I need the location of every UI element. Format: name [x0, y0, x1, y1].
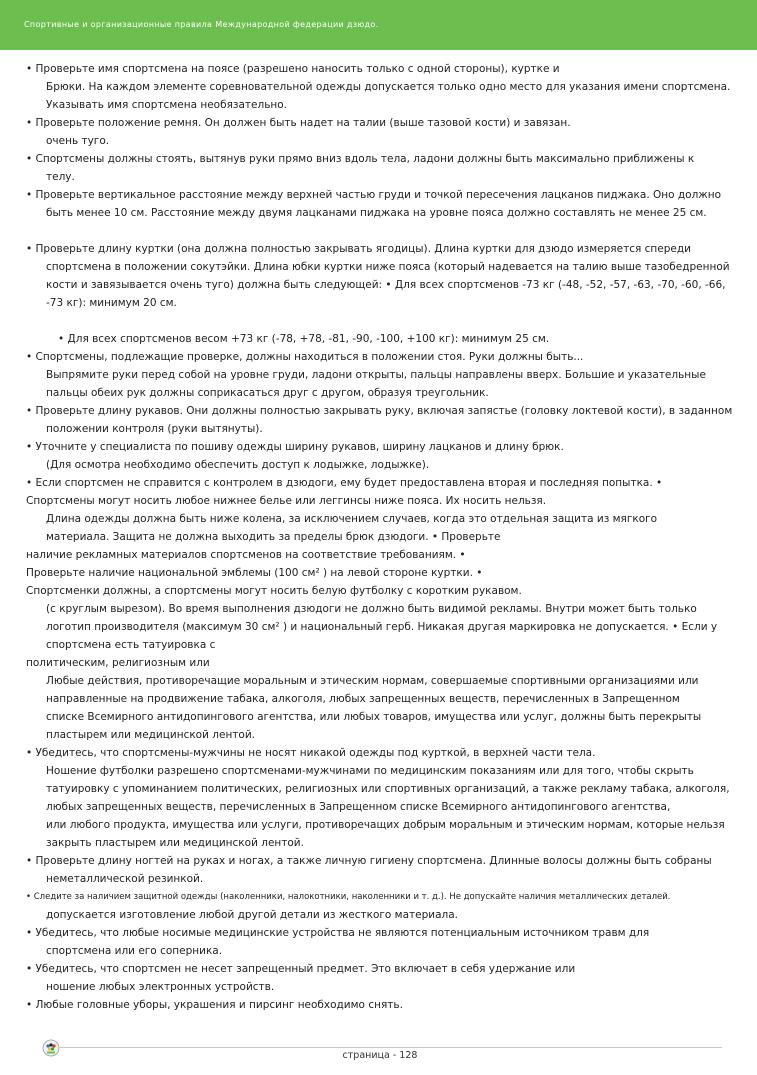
text-line: • Если спортсмен не справится с контролем в дзюдоги, ему будет предоставлена вторая и последняя попытка. •	[26, 477, 663, 489]
text-line: татуировку с упоминанием политических, религиозных или спортивных организаций, а также рекламу табака, алкоголя,	[46, 783, 730, 795]
document-body	[26, 60, 732, 1014]
text-line: Ношение футболки разрешено спортсменами-мужчинами по медицинским показаниям или для того, чтобы скрыть	[46, 765, 694, 777]
text-line: направленные на продвижение табака, алкоголя, любых запрещенных веществ, перечисленных в Запрещенном	[46, 693, 680, 705]
text-line: • Убедитесь, что любые носимые медицинские устройства не являются потенциальным источником травм для	[26, 927, 650, 939]
blank-line	[26, 312, 732, 330]
text-line: положении контроля (руки вытянуты).	[46, 423, 263, 435]
text-line: • Уточните у специалиста по пошиву одежды ширину рукавов, ширину лацканов и длину брюк.	[26, 441, 564, 453]
text-line: • Проверьте длину куртки (она должна полностью закрывать ягодицы). Длина куртки для дзюдо измеряется спереди	[26, 243, 691, 255]
text-line: Выпрямите руки перед собой на уровне груди, ладони открыты, пальцы направлены вверх. Большие и указательные	[46, 369, 706, 381]
text-line: любых запрещенных веществ, перечисленных в Запрещенном списке Всемирного антидопингового агентства,	[46, 801, 671, 813]
text-line: очень туго.	[46, 135, 110, 147]
text-line: спортсмена или его соперника.	[46, 945, 223, 957]
page-header-band	[0, 0, 757, 50]
text-line: неметаллической резинкой.	[46, 873, 204, 885]
page-number: страница - 128	[342, 1050, 418, 1061]
text-line: материала. Защита не должна выходить за пределы брюк дзюдоги. • Проверьте	[46, 531, 501, 543]
text-line: Указывать имя спортсмена необязательно.	[46, 99, 288, 111]
text-line: • Любые головные уборы, украшения и пирсинг необходимо снять.	[26, 999, 403, 1011]
blank-line	[26, 222, 732, 240]
text-line: допускается изготовление любой другой детали из жесткого материала.	[46, 909, 458, 921]
text-line: спортсмена в положении сокутэйки. Длина юбки куртки ниже пояса (который надевается на талию выше тазобедренной	[46, 261, 730, 273]
text-line: • Спортсмены, подлежащие проверке, должны находиться в положении стоя. Руки должны быть...	[26, 351, 584, 363]
text-line: • Убедитесь, что спортсмен не несет запрещенный предмет. Это включает в себя удержание или	[26, 963, 576, 975]
text-line: • Для всех спортсменов весом +73 кг (-78, +78, -81, -90, -100, +100 кг): минимум 25 см.	[58, 333, 550, 345]
header-title: Спортивные и организационные правила Международной федерации дзюдо.	[24, 20, 379, 29]
text-line: • Проверьте положение ремня. Он должен быть надет на талии (выше тазовой кости) и завязан.	[26, 117, 571, 129]
text-line: Проверьте наличие национальной эмблемы (100 см² ) на левой стороне куртки. •	[26, 567, 483, 579]
text-line: Длина одежды должна быть ниже колена, за исключением случаев, когда это отдельная защита из мягкого	[46, 513, 658, 525]
text-line: • Убедитесь, что спортсмены-мужчины не носят никакой одежды под курткой, в верхней части тела.	[26, 747, 596, 759]
text-line: Спортсмены могут носить любое нижнее белье или леггинсы ниже пояса. Их носить нельзя.	[26, 495, 547, 507]
text-line: политическим, религиозным или	[26, 657, 210, 669]
text-line: пластырем или медицинской лентой.	[46, 729, 256, 741]
text-line: • Проверьте вертикальное расстояние между верхней частью груди и точкой пересечения лацканов пиджака. Оно должно	[26, 189, 722, 201]
text-line: закрыть пластырем или медицинской лентой.	[46, 837, 304, 849]
text-line: • Следите за наличием защитной одежды (наколенники, налокотники, наколенники и т. д.). Не допускайте наличия металлических деталей.	[26, 892, 671, 902]
text-line: (Для осмотра необходимо обеспечить доступ к лодыжке, лодыжке).	[46, 459, 430, 471]
text-line: Любые действия, противоречащие моральным и этическим нормам, совершаемые спортивными организациями или	[46, 675, 699, 687]
text-line: • Проверьте длину рукавов. Они должны полностью закрывать руку, включая запястье (головку локтевой кости), в заданном	[26, 405, 732, 417]
text-line: или любого продукта, имущества или услуги, противоречащих добрым моральным и этическим нормам, которые нельзя	[46, 819, 725, 831]
text-line: • Проверьте имя спортсмена на поясе (разрешено наносить только с одной стороны), куртке и	[26, 63, 560, 75]
text-line: Брюки. На каждом элементе соревновательной одежды допускается только одно место для указания имени спортсмена.	[46, 81, 731, 93]
text-line: • Проверьте длину ногтей на руках и ногах, а также личную гигиену спортсмена. Длинные волосы должны быть собраны	[26, 855, 712, 867]
text-line: телу.	[46, 171, 75, 183]
text-line: • Спортсмены должны стоять, вытянув руки прямо вниз вдоль тела, ладони должны быть максимально приближены к	[26, 153, 695, 165]
text-line: спортсмена есть татуировка с	[46, 639, 216, 651]
text-line: пальцы обеих рук должны соприкасаться друг с другом, образуя треугольник.	[46, 387, 489, 399]
footer-divider	[60, 1047, 722, 1048]
text-line: наличие рекламных материалов спортсменов на соответствие требованиям. •	[26, 549, 466, 561]
text-line: логотип производителя (максимум 30 см² ) и национальный герб. Никакая другая маркировка не допускается. • Если у	[46, 621, 718, 633]
text-line: Спортсменки должны, а спортсмены могут носить белую футболку с коротким рукавом.	[26, 585, 522, 597]
text-line: ношение любых электронных устройств.	[46, 981, 275, 993]
text-line: (с круглым вырезом). Во время выполнения дзюдоги не должно быть видимой рекламы. Внутри может быть только	[46, 603, 697, 615]
text-line: кости и завязывается очень туго) должна быть следующей: • Для всех спортсменов -73 кг (-48, -52, -57, -63, -70, -60, -66,	[46, 279, 726, 291]
text-line: -73 кг): минимум 20 см.	[46, 297, 177, 309]
text-line: быть менее 10 см. Расстояние между двумя лацканами пиджака на уровне пояса должно составлять не менее 25 см.	[46, 207, 707, 219]
text-line: списке Всемирного антидопингового агентства, или любых товаров, имущества или услуг, должны быть перекрыты	[46, 711, 702, 723]
ijf-logo-icon	[42, 1039, 60, 1057]
